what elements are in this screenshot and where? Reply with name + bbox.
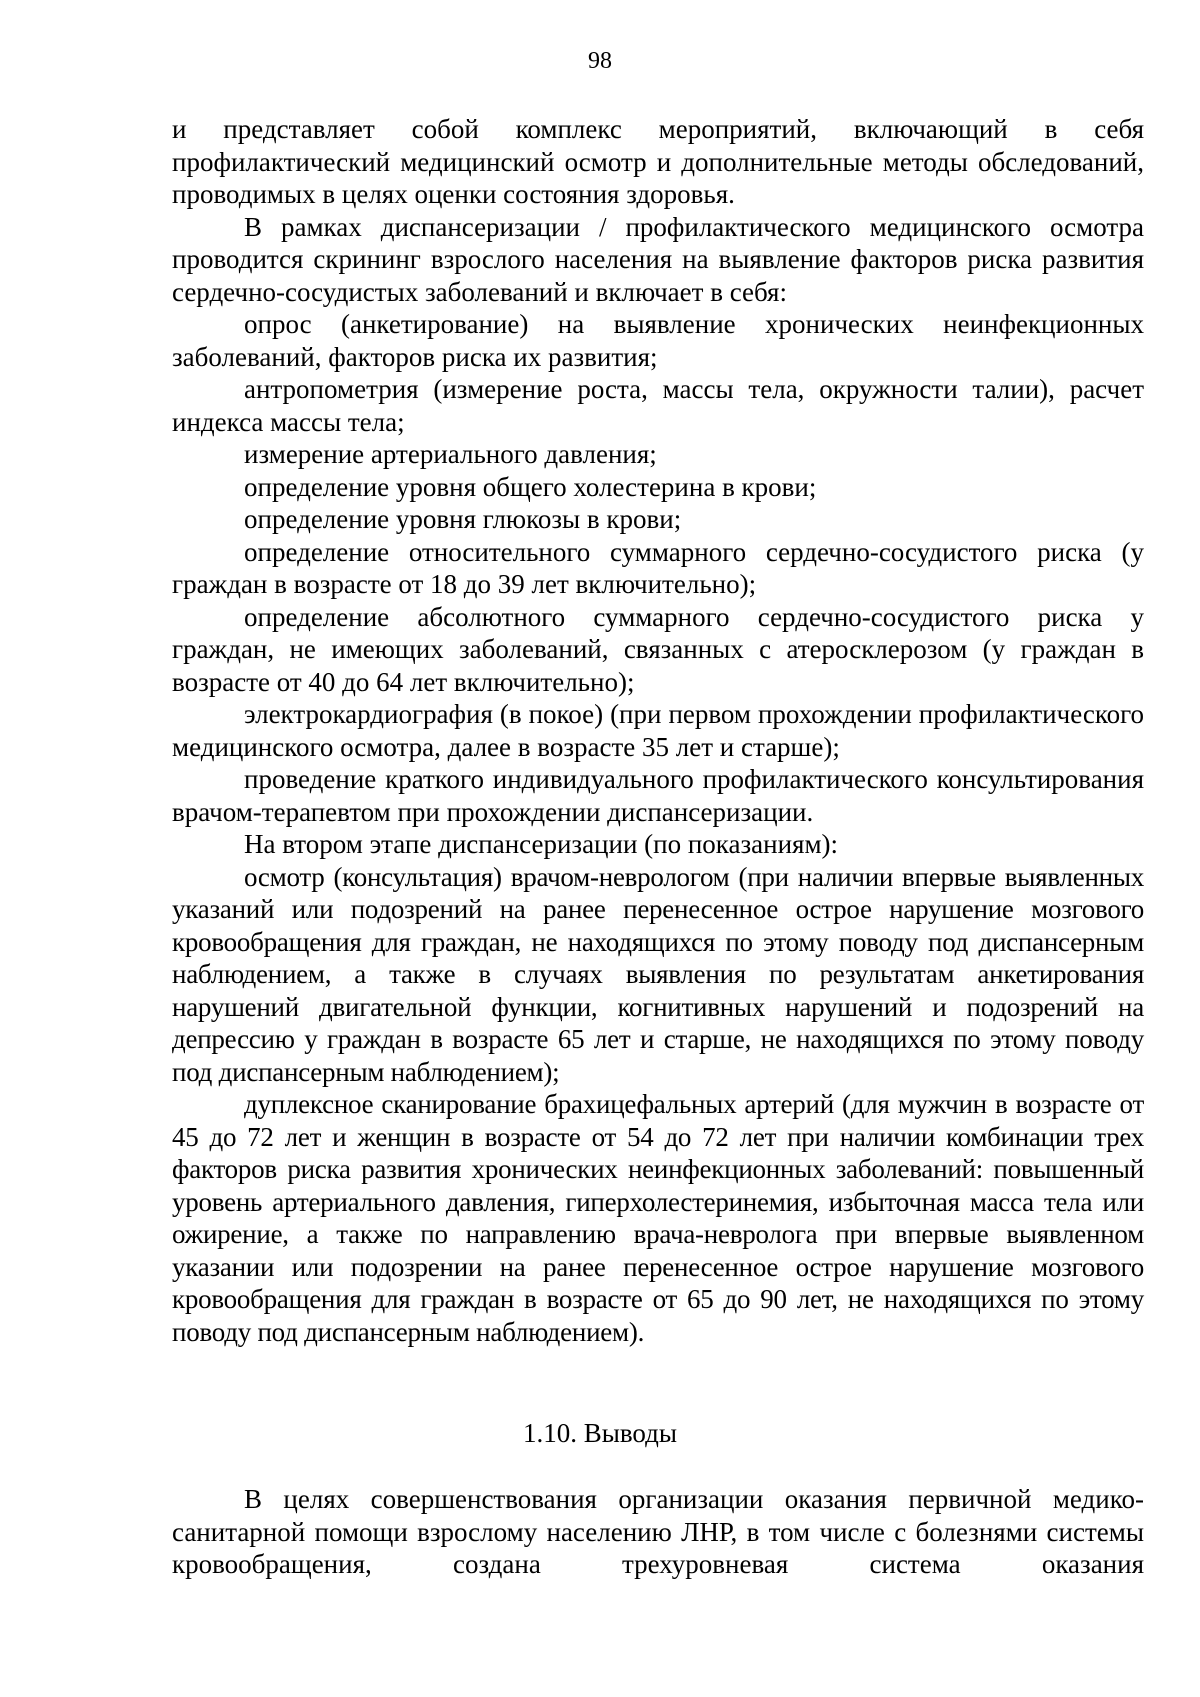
- paragraph-screening: В рамках диспансеризации / профилактического медицинского осмотра проводится скрининг взрослого населения на выявление факторов риска развития сердечно-сосудистых заболеваний и включает в себя:: [172, 211, 1144, 307]
- page-number: 98: [588, 48, 612, 74]
- list-item-counseling: проведение краткого индивидуального профилактического консультирования врачом-терапевтом при прохождении диспансеризации.: [172, 764, 1144, 827]
- list-item-glucose: определение уровня глюкозы в крови;: [244, 504, 682, 534]
- list-item-duplex-scan: дуплексное сканирование брахицефальных артерий (для мужчин в возрасте от 45 до 72 лет и женщин в возрасте от 54 до 72 лет при наличии комбинации трех факторов риска развития хронических неинфекционных заболеваний: повышенный уровень артериального давления, гиперхолестеринемия, избыточная масса тела или ожирение, а также по направлению врача-невролога при впервые выявленном указании или подозрении на ранее перенесенное острое нарушение мозгового кровообращения для граждан в возрасте от 65 до 90 лет, не находящихся по этому поводу под диспансерным наблюдением).: [172, 1089, 1144, 1347]
- list-item-absolute-risk: определение абсолютного суммарного сердечно-сосудистого риска у граждан, не имеющих заболеваний, связанных с атеросклерозом (у граждан в возрасте от 40 до 64 лет включительно);: [172, 601, 1144, 697]
- list-item-ecg: электрокардиография (в покое) (при первом прохождении профилактического медицинского осмотра, далее в возрасте 35 лет и старше);: [172, 699, 1144, 762]
- list-item-blood-pressure: измерение артериального давления;: [244, 439, 657, 469]
- list-item-neurologist: осмотр (консультация) врачом-неврологом (при наличии впервые выявленных указаний или подозрений на ранее перенесенное острое нарушение мозгового кровообращения для граждан, не находящихся по этому поводу под диспансерным наблюдением, а также в случаях выявления по результатам анкетирования нарушений двигательной функции, когнитивных нарушений и подозрений на депрессию у граждан в возрасте 65 лет и старше, не находящихся по этому поводу под диспансерным наблюдением);: [172, 861, 1144, 1087]
- paragraph-intro: и представляет собой комплекс мероприятий, включающий в себя профилактический медицинский осмотр и дополнительные методы обследований, проводимых в целях оценки состояния здоровья.: [172, 114, 1144, 209]
- list-item-cholesterol: определение уровня общего холестерина в крови;: [244, 471, 817, 502]
- document-body: [172, 113, 1144, 1348]
- section-heading: 1.10. Выводы: [522, 1418, 678, 1448]
- paragraph-second-stage: На втором этапе диспансеризации (по показаниям):: [244, 829, 839, 859]
- list-item-survey: опрос (анкетирование) на выявление хронических неинфекционных заболеваний, факторов риска их развития;: [172, 309, 1144, 372]
- conclusion-block: [172, 1483, 1144, 1581]
- list-item-relative-risk: определение относительного суммарного сердечно-сосудистого риска (у граждан в возрасте от 18 до 39 лет включительно);: [172, 536, 1144, 599]
- paragraph-conclusion: В целях совершенствования организации оказания первичной медико-санитарной помощи взрослому населению ЛНР, в том числе с болезнями системы кровообращения, создана трехуровневая система оказания: [172, 1484, 1144, 1579]
- list-item-anthropometry: антропометрия (измерение роста, массы тела, окружности талии), расчет индекса массы тела;: [172, 374, 1144, 437]
